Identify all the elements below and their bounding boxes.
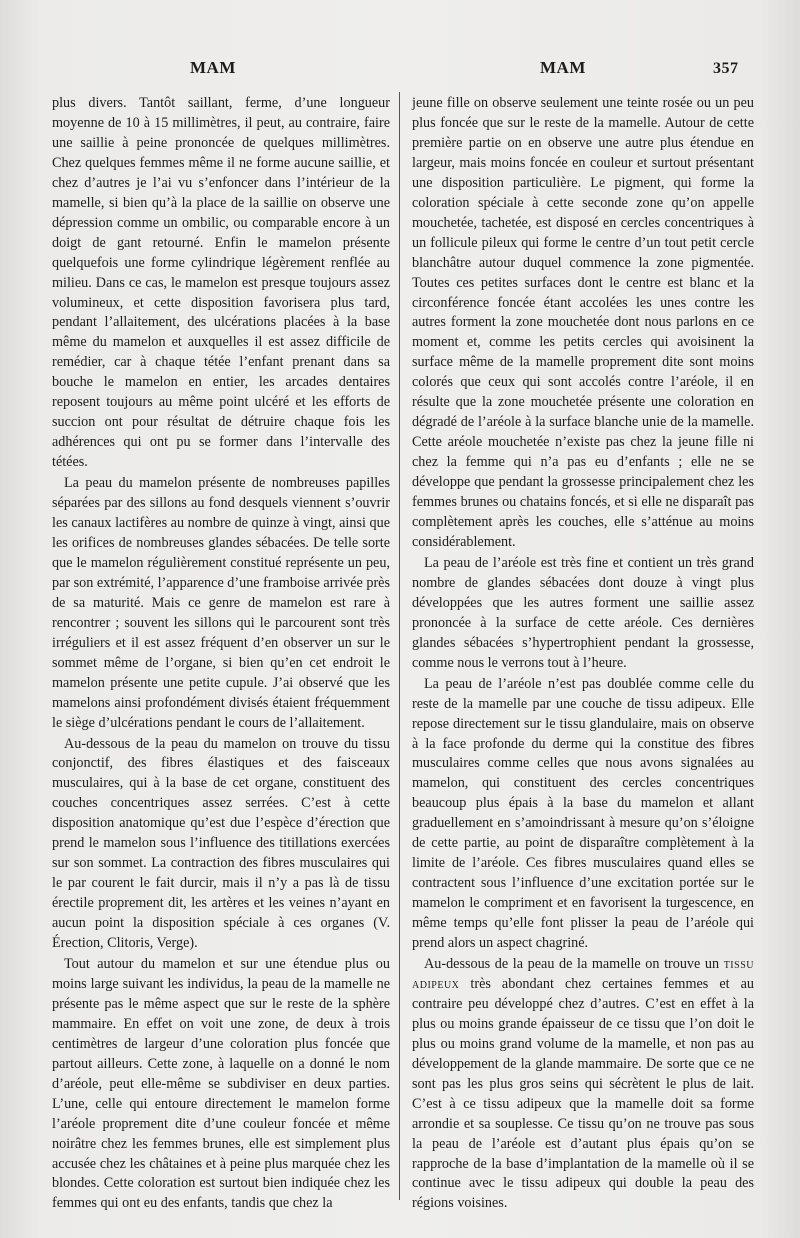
small-caps-term: tissu adipeux xyxy=(412,955,754,992)
paragraph: jeune fille on observe seulement une teinte rosée ou un peu plus foncée que sur le reste de la mamelle. Autour de cette première partie on en observe une autre plus étendue en largeur, mais moins foncée en couleur et surtout présentant une disposition particulière. Le pigment, qui forme la coloration spéciale à cette seconde zone qu’on appelle mouchetée, tachetée, est disposé en cercles concentriques à un follicule pileux qui forme le centre d’un tout petit cercle blanchâtre autour duquel commence la zone pigmentée. Toutes ces petites surfaces dont le centre est blanc et la circonférence foncée étant accolées les unes contre les autres forment la zone mouchetée dont nous parlons en ce moment et, comme les petits cercles qui avoisinent la surface même de la mamelle proprement dite sont moins colorés que ceux qui sont accolés contre l’aréole, il en résulte que la zone mouchetée présente une coloration en dégradé de l’aréole à la surface blanche unie de la mamelle. Cette aréole mouchetée n’existe pas chez la jeune fille ni chez la femme qui n’a pas eu d’enfants ; elle ne se développe que pendant la grossesse principalement chez les femmes brunes ou chatains foncés, et si elle ne disparaît pas complètement après les couches, elle s’atténue au moins considérablement. xyxy=(412,95,754,550)
paragraph: La peau du mamelon présente de nombreuses papilles séparées par des sillons au fond desquels viennent s’ouvrir les canaux lactifères au nombre de quinze à vingt, ainsi que les orifices de nombreuses glandes sébacées. De telle sorte que le mamelon régulièrement constitué représente un peu, par son extrémité, l’apparence d’une framboise arrivée près de sa maturité. Mais ce genre de mamelon est rare à rencontrer ; souvent les sillons qui le parcourent sont très irréguliers et il est assez fréquent d’en observer un sur le sommet même de l’organe, si bien qu’en cet endroit le mamelon présente une petite cupule. J’ai observé que les mamelons ainsi profondément divisés étaient fréquemment le siège d’ulcérations pendant le cours de l’allaitement. xyxy=(52,475,390,731)
page-number: 357 xyxy=(713,60,739,77)
paragraph: La peau de l’aréole est très fine et contient un très grand nombre de glandes sébacées dont douze à vingt plus développées que les autres forment une saillie assez prononcée à la surface de cette aréole. Ces dernières glandes sébacées s’hypertrophient pendant la grossesse, comme nous le verrons tout à l’heure. xyxy=(412,554,754,671)
text-run: très abondant chez certaines femmes et au contraire peu développé chez d’autres. C’est en effet à la plus ou moins grande épaisseur de ce tissu que l’on doit le plus ou moins grand volume de la mamelle, et non pas au développement de la glande mammaire. De sorte que ce ne sont pas les plus gros seins qui sécrètent le plus de lait. C’est à ce tissu adipeux que la mamelle doit sa forme arrondie et sa souplesse. Ce tissu qu’on ne trouve pas sous la peau de l’aréole est d’autant plus épais qu’on se rapproche de la base d’implantation de la mamelle où il se continue avec le tissu adipeux qui double la peau des régions voisines. xyxy=(412,975,754,1212)
header-left-word: MAM xyxy=(190,58,236,77)
paragraph: Tout autour du mamelon et sur une étendue plus ou moins large suivant les individus, la peau de la mamelle ne présente pas le même aspect que sur le reste de la sphère mammaire. En effet on voit une zone, de deux à trois centimètres de largeur d’une coloration plus foncée que partout ailleurs. Cette zone, à laquelle on a donné le nom d’aréole, peut elle-même se subdiviser en deux parties. L’une, celle qui entoure directement le mamelon forme l’aréole proprement dite d’une couleur foncée et même noirâtre chez les femmes brunes, elle est simplement plus accusée chez les châtaines et à peine plus marquée chez les blondes. Cette coloration est surtout bien indiquée chez les femmes qui ont eu des enfants, tandis que chez la xyxy=(52,955,390,1212)
text-run: Au-dessous de la peau de la mamelle on trouve un xyxy=(424,955,724,972)
paragraph: plus divers. Tantôt saillant, ferme, d’une longueur moyenne de 10 à 15 millimètres, il peut, au contraire, faire une saillie à peine prononcée de quelques millimètres. Chez quelques femmes même il ne forme aucune saillie, et chez d’autres je l’ai vu s’enfoncer dans l’intérieur de la mamelle, si bien qu’à la place de la saillie on observe une dépression comme un ombilic, ou comparable encore à un doigt de gant retourné. Enfin le mamelon présente quelquefois une forme cylindrique légèrement renflée au milieu. Dans ce cas, le mamelon est presque toujours assez volumineux, et cette disposition favorisera plus tard, pendant l’allaitement, des ulcérations placées à la base même du mamelon et auxquelles il est assez difficile de remédier, car à chaque tétée l’enfant prenant dans sa bouche le mamelon en entier, les arcades dentaires reposent toujours au même point ulcéré et les efforts de succion ont pour résultat de détruire chaque fois les adhérences qui ont pu se former dans l’intervalle des tétées. xyxy=(52,95,390,471)
header-right-word: MAM xyxy=(540,58,586,77)
running-header xyxy=(0,58,800,82)
left-column xyxy=(52,94,390,1215)
paragraph: Au-dessous de la peau du mamelon on trouve du tissu conjonctif, des fibres élastiques et des faisceaux musculaires, qui à la base de cet organe, constituent des couches concentriques assez serrées. C’est à cette disposition anatomique qu’est due l’espèce d’érection que prend le mamelon sous l’influence des titillations exercées sur son sommet. La contraction des fibres musculaires qui le par courent le fait durcir, mais il n’y a pas là de tissu érectile proprement dit, les artères et les veines n’ayant en aucun point la disposition spéciale à ces organes (V. Érection, Clitoris, Verge). xyxy=(52,735,390,952)
right-column xyxy=(412,94,754,1215)
paragraph: La peau de l’aréole n’est pas doublée comme celle du reste de la mamelle par une couche de tissu adipeux. Elle repose directement sur le tissu glandulaire, mais on observe à la face profonde du derme qui la constitue des fibres musculaires comme celles que nous avons signalées au mamelon, qui constituent des cercles concentriques beaucoup plus épais à la base du mamelon et allant graduellement en s’amoindrissant à mesure qu’on s’éloigne de cette partie, au point de disparaître complètement à la limite de l’aréole. Ces fibres musculaires quand elles se contractent sous l’influence d’une excitation portée sur le mamelon le compriment et en favorisent la turgescence, en même temps qu’elle font plisser la peau de l’aréole qui prend alors un aspect chagriné. xyxy=(412,675,754,952)
column-divider xyxy=(399,92,400,1200)
paragraph xyxy=(412,955,754,1214)
